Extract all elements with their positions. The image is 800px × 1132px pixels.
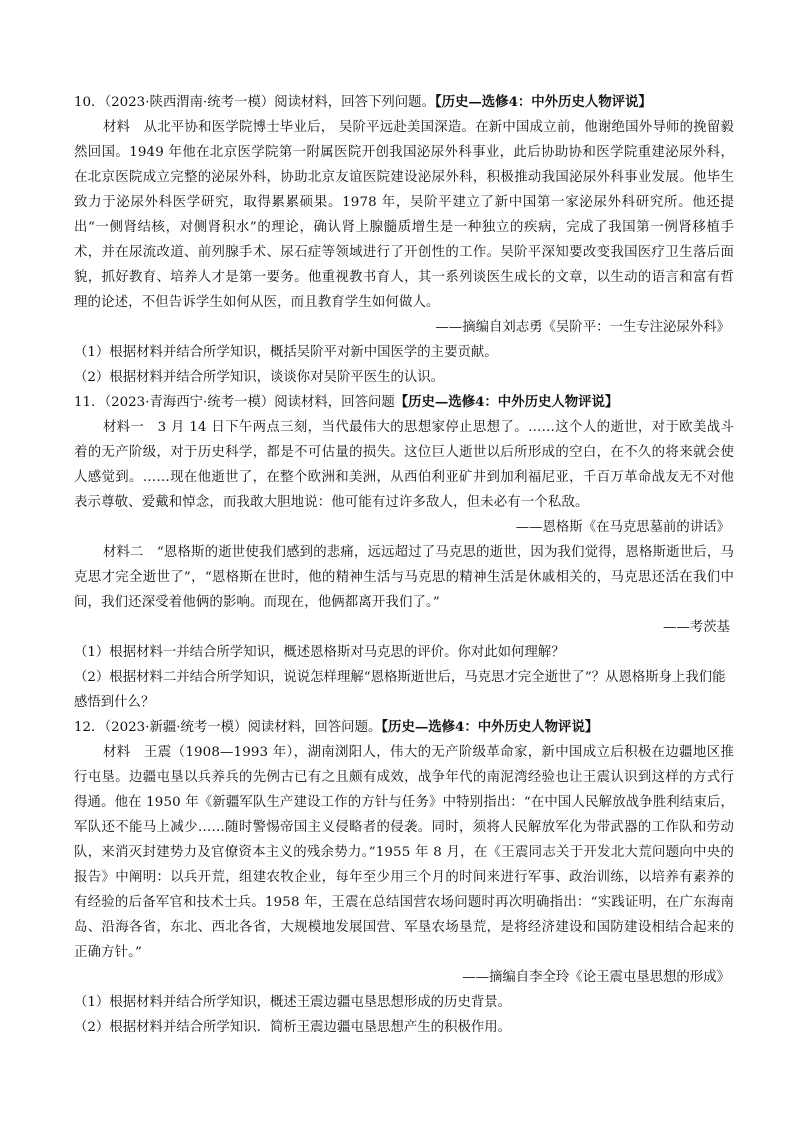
question-10-sub-1: （1）根据材料并结合所学知识，概括吴阶平对新中国医学的主要贡献。 bbox=[74, 345, 498, 360]
question-11-material-1 bbox=[74, 415, 734, 515]
question-11-sub-2: （2）根据材料二并结合所学知识，说说怎样理解“恩格斯逝世后，马克思才完全逝世了”？从恩格斯身上我们能感悟到什么？ bbox=[74, 670, 726, 710]
question-10-prefix: 10．（2023·陕西渭南·统考一模）阅读材料，回答下列问题。 bbox=[74, 95, 435, 110]
question-11-tag: 【历史—选修4：中外历史人物评说】 bbox=[394, 394, 619, 410]
question-12-sub-1: （1）根据材料并结合所学知识，概述王震边疆屯垦思想形成的历史背景。 bbox=[74, 995, 512, 1010]
question-11-sub-1: （1）根据材料一并结合所学知识，概述恩格斯对马克思的评价。你对此如何理解？ bbox=[74, 645, 565, 660]
question-12-source: ——摘编自李全玲《论王震屯垦思想的形成》 bbox=[462, 970, 730, 985]
question-12-heading bbox=[74, 715, 734, 740]
question-12-prefix: 12．（2023·新疆·统考一模）阅读材料，回答问题。 bbox=[74, 720, 382, 735]
question-12-material bbox=[74, 740, 734, 965]
question-10-heading bbox=[74, 90, 734, 115]
material-text: 王震（1908—1993 年），湖南浏阳人，伟大的无产阶级革命家，新中国成立后积极在边疆地区推行屯垦。边疆屯垦以兵养兵的先例古已有之且颇有成效，战争年代的南泥湾经验也让王震认识到这样的方式行得通。他在 1950 年《新疆军队生产建设工作的方针与任务》中特别指出：“在中国人民解放战争胜利结束后，军队还不能马上减少……随时警惕帝国主义侵略者的侵袭。同时，须将人民解放军化为带武器的工作队和劳动队，来消灭封建势力及官僚资本主义的残余势力。”1955 年 8 月，在《王震同志关于开发北大荒问题向中央的报告》中阐明：以兵开荒，组建农牧企业，每年至少用三个月的时间来进行军事、政治训练，以培养有素养的有经验的后备军官和技术士兵。1958 年，王震在总结国营农场问题时再次明确指出：“实践证明，在广东海南岛、沿海各省，东北、西北各省，大规模地发展国营、军垦农场垦荒，是将经济建设和国防建设相结合起来的正确方针。” bbox=[74, 745, 735, 960]
question-11-source-2: ——考茨基 bbox=[663, 620, 730, 635]
material-text: “恩格斯的逝世使我们感到的悲痛，远远超过了马克思的逝世，因为我们觉得，恩格斯逝世后，马克思才完全逝世了”，“恩格斯在世时，他的精神生活与马克思的精神生活是休戚相关的，马克思还活在我们中间，我们还深受着他俩的影响。而现在，他俩都离开我们了。” bbox=[74, 545, 734, 610]
material-label: 材料 bbox=[103, 745, 131, 760]
material-label: 材料 bbox=[103, 120, 130, 135]
material-label: 材料二 bbox=[103, 545, 144, 560]
question-11-prefix: 11．（2023·青海西宁·统考一模）阅读材料，回答问题 bbox=[74, 395, 395, 410]
question-10-sub-2: （2）根据材料并结合所学知识，谈谈你对吴阶平医生的认识。 bbox=[74, 370, 445, 385]
material-label: 材料一 bbox=[103, 420, 144, 435]
material-text: 3 月 14 日下午两点三刻，当代最伟大的思想家停止思想了。……这个人的逝世，对于欧美战斗着的无产阶级，对于历史科学，都是不可估量的损失。这位巨人逝世以后所形成的空白，在不久的将来就会使人感觉到。……现在他逝世了，在整个欧洲和美洲，从西伯利亚矿井到加利福尼亚，千百万革命战友无不对他表示尊敬、爱戴和悼念，而我敢大胆地说：他可能有过许多敌人，但未必有一个私敌。 bbox=[74, 420, 735, 510]
question-10-tag: 【历史—选修4：中外历史人物评说】 bbox=[434, 94, 652, 110]
question-10-material bbox=[74, 115, 734, 315]
question-12-tag: 【历史—选修4：中外历史人物评说】 bbox=[381, 719, 599, 735]
question-10-source: ——摘编自刘志勇《吴阶平：一生专注泌尿外科》 bbox=[435, 320, 730, 335]
question-11-source-1: ——恩格斯《在马克思墓前的讲话》 bbox=[515, 520, 730, 535]
material-text: 从北平协和医学院博士毕业后， 吴阶平远赴美国深造。在新中国成立前，他谢绝国外导师的挽留毅然回国。1949 年他在北京医学院第一附属医院开创我国泌尿外科事业，此后协助协和医学院重建泌尿外科，在北京医院成立完整的泌尿外科，协助北京友谊医院建设泌尿外科，积极推动我国泌尿外科事业发展。他毕生致力于泌尿外科医学研究，取得累累硕果。1978 年，吴阶平建立了新中国第一家泌尿外科研究所。他还提出“一侧肾结核，对侧肾积水”的理论，确认肾上腺髓质增生是一种独立的疾病，完成了我国第一例肾移植手术，并在尿流改道、前列腺手术、尿石症等领域进行了开创性的工作。吴阶平深知要改变我国医疗卫生落后面貌，抓好教育、培养人才是第一要务。他重视教书育人，其一系列谈医生成长的文章，以生动的语言和富有哲理的论述，不但告诉学生如何从医，而且教育学生如何做人。 bbox=[74, 120, 735, 310]
question-11-heading bbox=[74, 390, 734, 415]
question-12-sub-2: （2）根据材料并结合所学知识．简析王震边疆屯垦思想产生的积极作用。 bbox=[74, 1020, 512, 1035]
question-11-material-2 bbox=[74, 540, 734, 615]
